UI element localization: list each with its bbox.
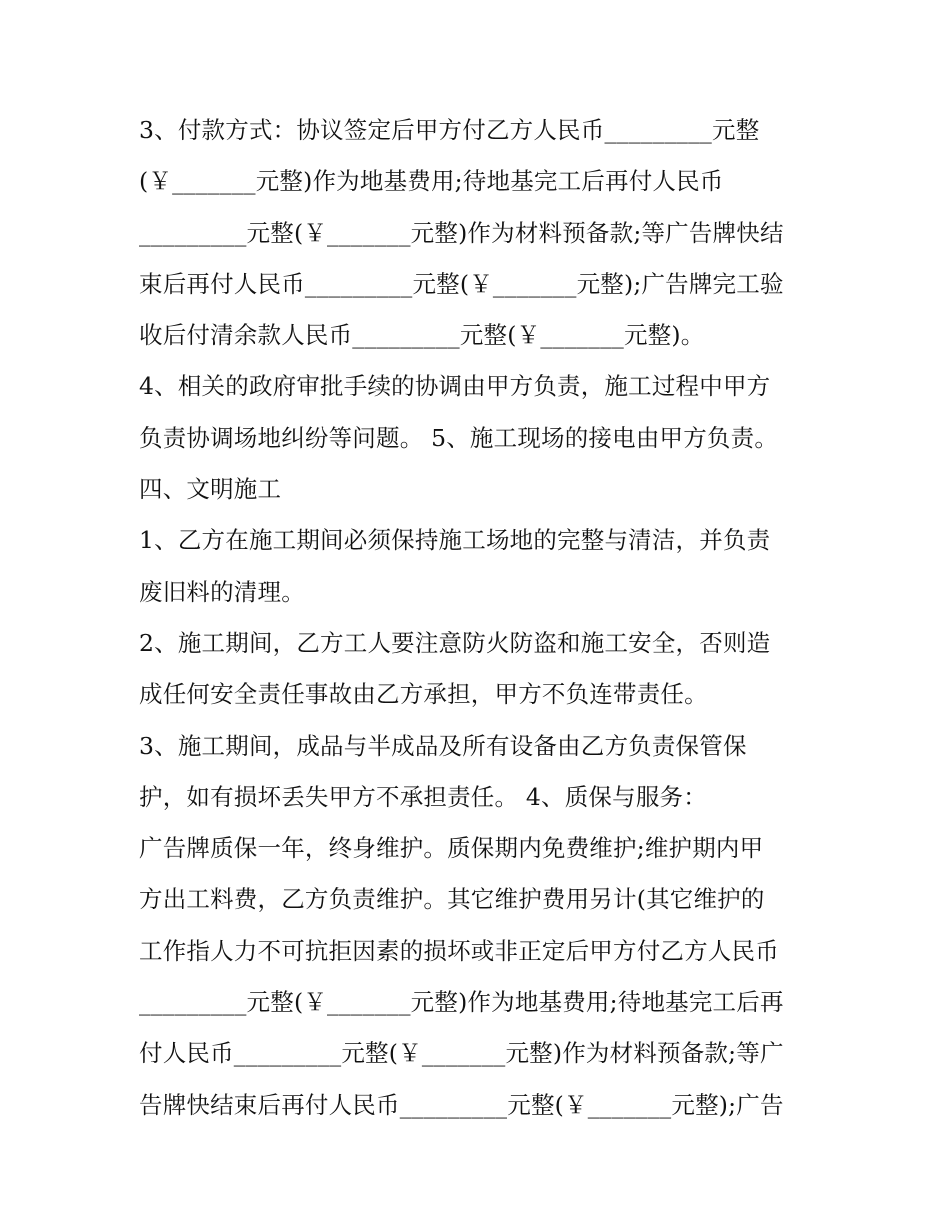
- document-body: [139, 105, 839, 1131]
- text-line: 收后付清余款人民币_________元整(￥_______元整)。: [139, 321, 705, 350]
- section-heading: 四、文明施工: [139, 475, 282, 504]
- text-line: 废旧料的清理。: [139, 577, 305, 606]
- text-line: 束后再付人民币_________元整(￥_______元整);广告牌完工验: [139, 269, 784, 298]
- text-line: 工作指人力不可抗拒因素的损坏或非正定后甲方付乙方人民币: [139, 936, 779, 965]
- text-line: 方出工料费，乙方负责维护。其它维护费用另计(其它维护的: [139, 885, 765, 914]
- text-line: 2、施工期间，乙方工人要注意防火防盗和施工安全，否则造: [139, 628, 771, 657]
- text-line: 告牌快结束后再付人民币_________元整(￥_______元整);广告: [139, 1090, 784, 1119]
- text-line: 负责协调场地纠纷等问题。 5、施工现场的接电由甲方负责。: [139, 423, 779, 452]
- text-line: 成任何安全责任事故由乙方承担，甲方不负连带责任。: [139, 680, 708, 709]
- text-line: 付人民币_________元整(￥_______元整)作为材料预备款;等广: [139, 1039, 784, 1068]
- text-line: 4、相关的政府审批手续的协调由甲方负责，施工过程中甲方: [139, 372, 771, 401]
- text-line: _________元整(￥_______元整)作为材料预备款;等广告牌快结: [139, 218, 784, 247]
- text-line: 广告牌质保一年，终身维护。质保期内免费维护;维护期内甲: [139, 834, 764, 863]
- text-line: 3、施工期间，成品与半成品及所有设备由乙方负责保管保: [139, 731, 747, 760]
- text-line: 护，如有损坏丢失甲方不承担责任。 4、质保与服务：: [139, 782, 707, 811]
- text-line: 3、付款方式：协议签定后甲方付乙方人民币_________元整: [139, 116, 760, 144]
- text-line: (￥_______元整)作为地基费用;待地基完工后再付人民币: [139, 167, 724, 196]
- text-line: 1、乙方在施工期间必须保持施工场地的完整与清洁，并负责: [139, 526, 771, 555]
- text-line: _________元整(￥_______元整)作为地基费用;待地基完工后再: [139, 988, 784, 1017]
